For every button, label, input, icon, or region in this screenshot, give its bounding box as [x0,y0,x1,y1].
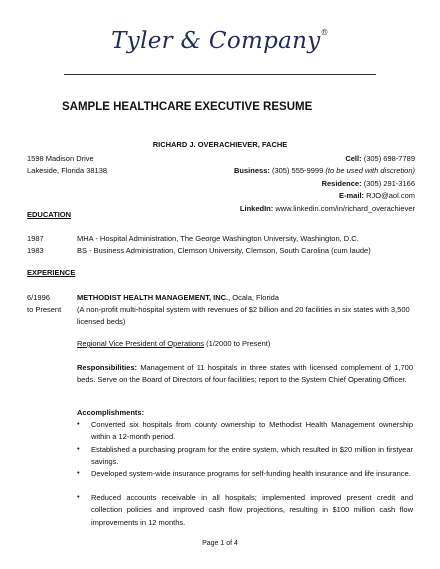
linkedin-line: LinkedIn: www.linkedin.com/in/richard_overachiever [239,203,415,213]
job-start-date: 6/1996 [27,293,50,302]
document-title: SAMPLE HEALTHCARE EXECUTIVE RESUME [62,101,313,113]
accomplishment-item: Reduced accounts receivable in all hospitals; implemented improved present credit and collection policies and improved cash flow projections, resulting in $100 million cash flow improvements in 12 months. [91,493,413,527]
bullet-icon: • [77,419,80,428]
role-dates: (1/2000 to Present) [204,339,271,348]
email-link[interactable]: RJO@aol.com [366,191,415,201]
cell-number: (305) 698-7789 [363,154,415,163]
job-header [77,292,413,304]
accomplishment-item: Converted six hospitals from county ownership to Methodist Health Management ownership within a 12-month period. [91,420,413,442]
accomplishment-item: Developed system-wide insurance programs for self-funding health insurance and life insurance. [91,469,411,478]
education-heading: EDUCATION [27,210,72,219]
accomplishment-item: Established a purchasing program for the entire system, which resulted in $20 million in firstyear savings. [91,445,413,467]
education-item-1: MHA - Hospital Administration, The George Washington University, Washington, D.C. [77,234,359,243]
experience-heading: EXPERIENCE [27,268,76,277]
role-title: Regional Vice President of Operations [77,339,205,348]
address-line-2: Lakeside, Florida 38138 [27,166,108,176]
contact-block [234,153,415,215]
linkedin-link[interactable]: www.linkedin.com/in/richard_overachiever [275,203,415,213]
accomplishments-heading: Accomplishments: [77,408,145,417]
page-label: Page [202,540,221,547]
business-line: Business: (305) 555-9999 (to be used with discretion) [234,166,415,176]
company-location: , Ocala, Florida [228,293,279,302]
education-item-2: BS - Business Administration, Clemson University, Clemson, South Carolina (cum laude) [77,246,371,255]
responsibilities [77,362,413,387]
page-of: of [224,540,235,547]
responsibilities-label: Responsibilities: [77,363,138,372]
education-year-1: 1987 [27,234,44,243]
residence-number: (305) 291-3166 [363,178,415,188]
company-description: (A non-profit multi-hospital system with revenues of $2 billion and 20 facilities in six states with 3,500 licensed beds) [77,305,410,327]
candidate-name: RICHARD J. OVERACHIEVER, FACHE [152,140,288,149]
address-line-1: 1598 Madison Drive [27,154,94,163]
registered-mark: ® [320,28,329,37]
header-rule [64,74,376,75]
bullet-icon: • [77,492,80,501]
education-year-2: 1983 [27,246,44,255]
email-line: E-mail: RJO@aol.com [339,191,415,201]
residence-line: Residence: (305) 291-3166 [321,178,415,188]
cell-line: Cell: (305) 698-7789 [345,154,415,163]
business-note: (to be used with discretion) [325,166,415,176]
responsibilities-text: Management of 11 hospitals in three states with licensed complement of 1,700 beds. Serve on the Board of Directors of four facilities; report to the System Chief Operating Officer. [77,363,413,385]
company-logo [0,28,440,54]
logo-text: Tyler & Company [111,28,321,54]
page-number: 1 [220,540,225,547]
bullet-icon: • [77,444,80,453]
role-line [77,338,413,350]
business-number: (305) 555-9999 [271,166,324,176]
bullet-icon: • [77,468,80,477]
job-end-date: to Present [27,305,62,315]
page-total: 4 [234,540,238,547]
job-dates [27,292,61,317]
company-name: METHODIST HEALTH MANAGEMENT, INC. [77,293,229,302]
address-block [27,153,107,178]
page-footer [0,540,440,547]
